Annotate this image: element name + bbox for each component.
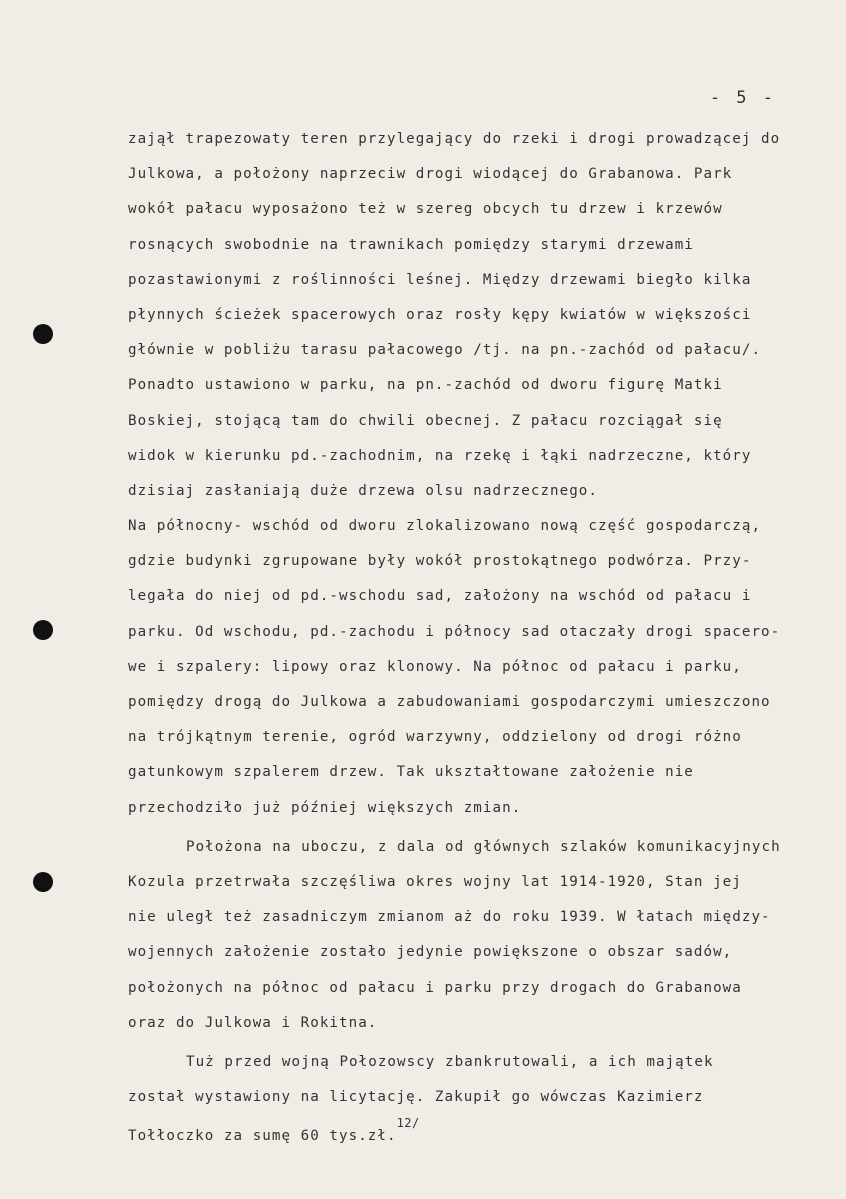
text-line: oraz do Julkowa i Rokitna. — [128, 1014, 378, 1031]
text-line: wojennych założenie zostało jedynie powiększone o obszar sadów, — [128, 944, 733, 961]
text-line: został wystawiony na licytację. Zakupił go wówczas Kazimierz — [128, 1089, 704, 1106]
body-text — [128, 122, 834, 1154]
text-line: gatunkowym szpalerem drzew. Tak ukształtowane założenie nie — [128, 764, 694, 781]
text-line: pomiędzy drogą do Julkowa a zabudowaniami gospodarczymi umieszczono — [128, 694, 771, 710]
text-line: parku. Od wschodu, pd.-zachodu i północy sad otaczały drogi spacero- — [128, 623, 781, 640]
text-line: Położona na uboczu, z dala od głównych szlaków komunikacyjnych — [186, 838, 781, 855]
text-line: Tołłoczko za sumę 60 tys.zł. — [128, 1128, 397, 1145]
text-line-last — [128, 1116, 834, 1154]
text-line: dzisiaj zasłaniają duże drzewa olsu nadrzecznego. — [128, 482, 598, 499]
text-line: na trójkątnym terenie, ogród warzywny, oddzielony od drogi różno — [128, 729, 742, 746]
text-line: gdzie budynki zgrupowane były wokół prostokątnego podwórza. Przy- — [128, 553, 752, 570]
text-line: we i szpalery: lipowy oraz klonowy. Na północ od pałacu i parku, — [128, 658, 742, 675]
text-line: Na północny- wschód od dworu zlokalizowano nową część gospodarczą, — [128, 518, 762, 535]
text-line: Kozula przetrwała szczęśliwa okres wojny lat 1914-1920, Stan jej — [128, 873, 742, 890]
punch-hole-icon — [33, 324, 53, 344]
text-line: nie uległ też zasadniczym zmianom aż do roku 1939. W łatach między- — [128, 909, 771, 926]
text-line: Julkowa, a położony naprzeciw drogi wiodącej do Grabanowa. Park — [128, 166, 733, 183]
punch-hole-icon — [33, 872, 53, 892]
text-line: płynnych ścieżek spacerowych oraz rosły kępy kwiatów w większości — [128, 306, 752, 323]
text-line: Boskiej, stojącą tam do chwili obecnej. Z pałacu rozciągał się — [128, 412, 723, 429]
text-line: przechodziło już później większych zmian. — [128, 799, 522, 816]
text-line: Tuż przed wojną Połozowscy zbankrutowali, a ich majątek — [186, 1053, 714, 1070]
page-number: - 5 - — [709, 88, 776, 108]
text-line: Ponadto ustawiono w parku, na pn.-zachód od dworu figurę Matki — [128, 377, 723, 394]
text-line: wokół pałacu wyposażono też w szereg obcych tu drzew i krzewów — [128, 201, 723, 218]
footnote-reference: 12/ — [396, 1116, 420, 1131]
text-line: legała do niej od pd.-wschodu sad, założony na wschód od pałacu i — [128, 588, 752, 605]
text-line: rosnących swobodnie na trawnikach pomiędzy starymi drzewami — [128, 236, 694, 253]
text-line: widok w kierunku pd.-zachodnim, na rzekę i łąki nadrzeczne, który — [128, 447, 752, 464]
punch-hole-icon — [33, 620, 53, 640]
text-line: pozastawionymi z roślinności leśnej. Między drzewami biegło kilka — [128, 271, 752, 288]
text-line: położonych na północ od pałacu i parku przy drogach do Grabanowa — [128, 979, 742, 996]
text-line: zajął trapezowaty teren przylegający do rzeki i drogi prowadzącej do — [128, 131, 781, 147]
text-line: głównie w pobliżu tarasu pałacowego /tj. na pn.-zachód od pałacu/. — [128, 342, 762, 359]
